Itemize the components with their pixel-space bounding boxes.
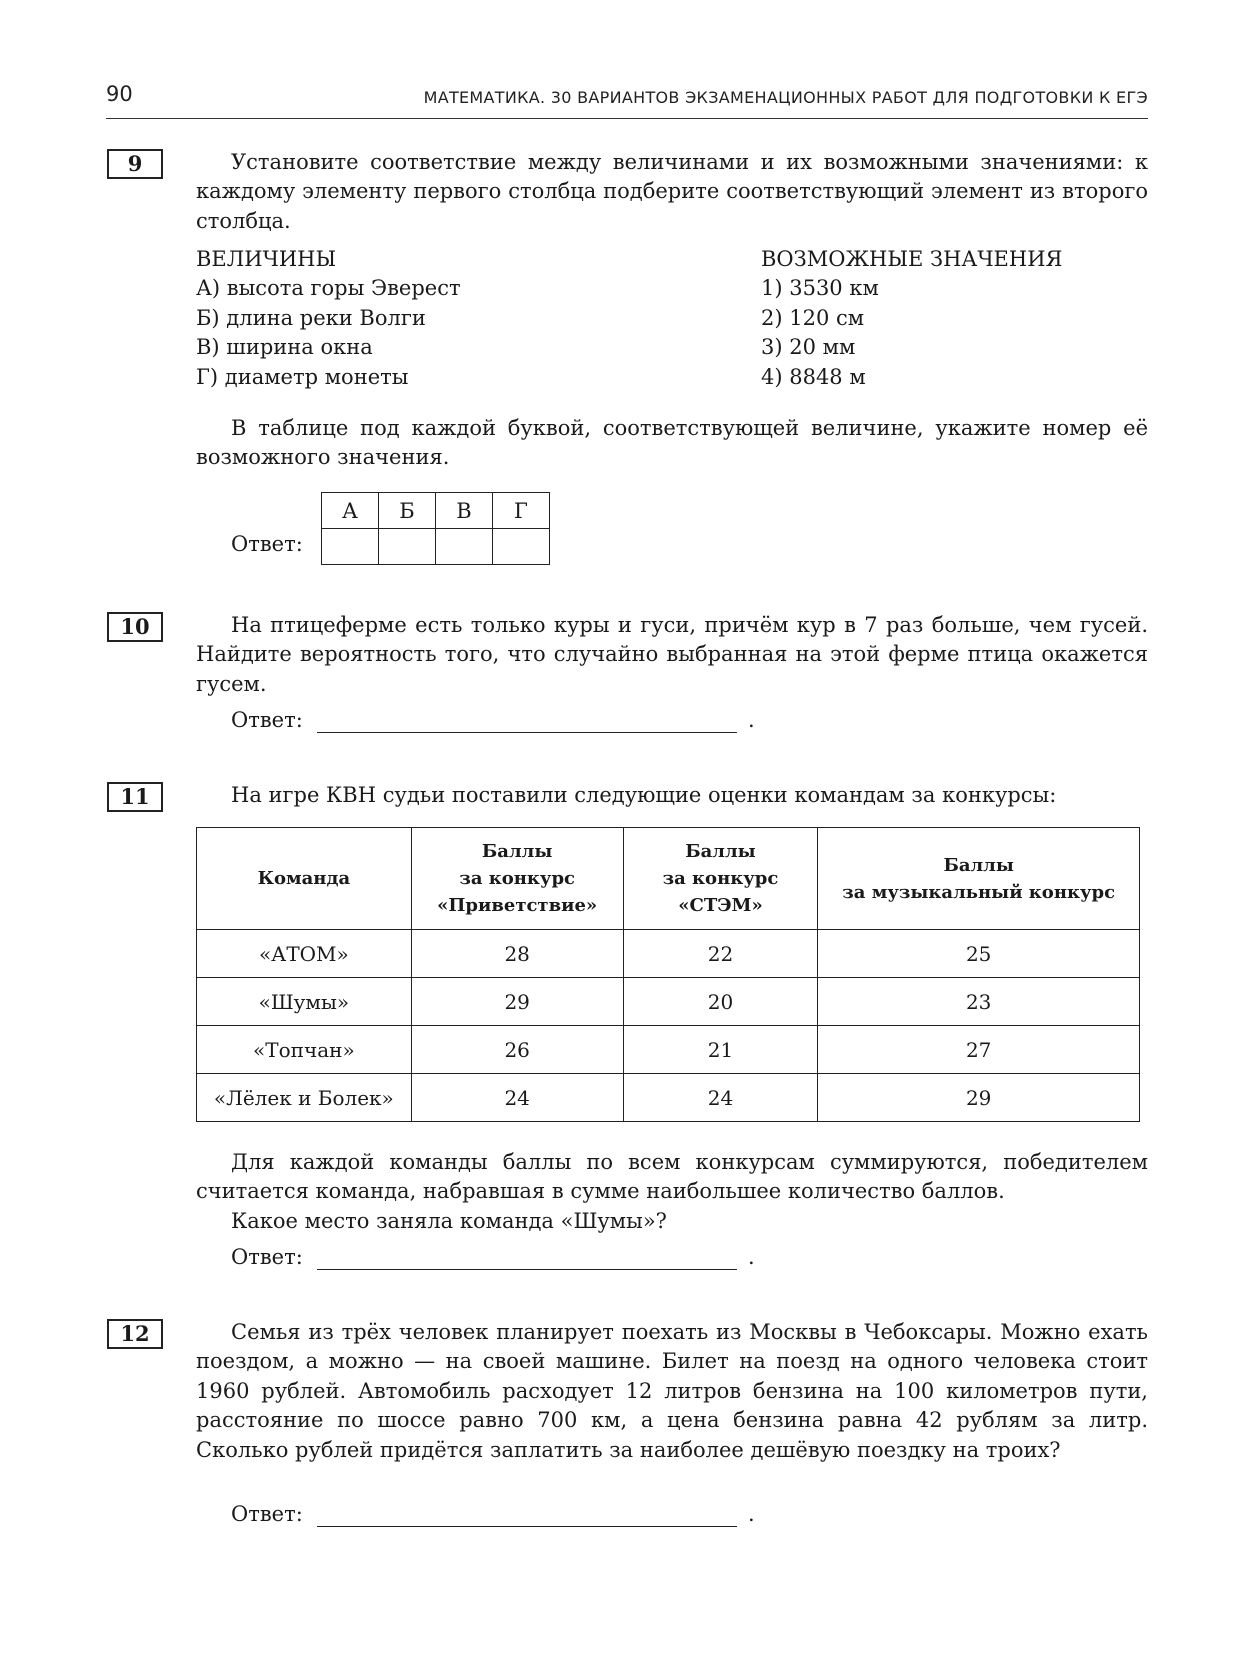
- score-cell: 26: [411, 1026, 623, 1074]
- answer-cell[interactable]: [322, 529, 379, 565]
- right-item: 4) 8848 м: [761, 364, 866, 389]
- score-cell: 22: [623, 930, 818, 978]
- answer-table-header: А: [322, 493, 379, 529]
- score-cell: 23: [818, 978, 1140, 1026]
- answer-label: Ответ:: [231, 1502, 303, 1526]
- answer-table-header: Б: [379, 493, 436, 529]
- task11-text: Для каждой команды баллы по всем конкурсам суммируются, победителем считается команда, набравшая в сумме наибольшее количество баллов.: [196, 1150, 1148, 1204]
- score-cell: 24: [623, 1074, 818, 1122]
- score-cell: 20: [623, 978, 818, 1026]
- task9-matching-columns: [196, 245, 1148, 395]
- score-cell: 25: [818, 930, 1140, 978]
- task9-instruction: В таблице под каждой буквой, соответствующей величине, укажите номер её возможного значения.: [196, 416, 1148, 470]
- table-row: [197, 930, 1140, 978]
- right-item: 1) 3530 км: [761, 276, 879, 301]
- task10-answer: [231, 708, 755, 732]
- table-header-row: [197, 828, 1140, 930]
- score-cell: 24: [411, 1074, 623, 1122]
- task11-question: Какое место заняла команда «Шумы»?: [231, 1208, 667, 1233]
- answer-dot: .: [748, 1245, 755, 1269]
- task-number-11: 11: [107, 782, 163, 812]
- task10-text: На птицеферме есть только куры и гуси, причём кур в 7 раз больше, чем гусей. Найдите вероятность того, что случайно выбранная на этой ферме птица окажется гусем.: [196, 613, 1148, 696]
- score-cell: 21: [623, 1026, 818, 1074]
- left-item: В) ширина окна: [196, 335, 373, 360]
- team-name: «Шумы»: [197, 978, 412, 1026]
- table-row: [197, 978, 1140, 1026]
- task12-text: Семья из трёх человек планирует поехать из Москвы в Чебоксары. Можно ехать поездом, а можно — на своей машине. Билет на поезд на одного человека стоит 1960 рублей. Автомобиль расходует 12 литров бензина на 100 километров пути, расстояние по шоссе равно 700 км, а цена бензина равна 42 рублям за литр. Сколько рублей придётся заплатить за наиболее дешёвую поездку на троих?: [196, 1320, 1148, 1462]
- team-name: «Топчан»: [197, 1026, 412, 1074]
- table-row: [197, 1026, 1140, 1074]
- table-row: [197, 1074, 1140, 1122]
- right-heading: ВОЗМОЖНЫЕ ЗНАЧЕНИЯ: [761, 247, 1063, 271]
- answer-cell[interactable]: [436, 529, 493, 565]
- task9-answer-table: [321, 492, 550, 565]
- task12-block: [196, 1318, 1148, 1465]
- left-heading: ВЕЛИЧИНЫ: [196, 247, 337, 271]
- answer-table-header: В: [436, 493, 493, 529]
- answer-dot: .: [748, 1502, 755, 1526]
- score-cell: 29: [411, 978, 623, 1026]
- answer-cell[interactable]: [379, 529, 436, 565]
- task11-intro-block: [196, 781, 1148, 810]
- task9-intro: Установите соответствие между величинами и их возможными значениями: к каждому элементу первого столбца подберите соответствующий элемент из второго столбца.: [196, 150, 1148, 233]
- score-cell: 27: [818, 1026, 1140, 1074]
- task11-intro: На игре КВН судьи поставили следующие оценки командам за конкурсы:: [231, 783, 1057, 807]
- task9-intro-block: [196, 148, 1148, 236]
- answer-blank[interactable]: [317, 1269, 737, 1270]
- right-item: 2) 120 см: [761, 305, 865, 330]
- answer-cell[interactable]: [493, 529, 550, 565]
- task11-text-block: [196, 1148, 1148, 1236]
- team-name: «Лёлек и Болек»: [197, 1074, 412, 1122]
- task9-answer-label-wrap: [231, 532, 303, 556]
- score-cell: 29: [818, 1074, 1140, 1122]
- answer-table-header: Г: [493, 493, 550, 529]
- task9-left-column: [196, 245, 461, 392]
- column-header: Баллы за конкурс «СТЭМ»: [623, 828, 818, 930]
- task-number-9: 9: [107, 149, 163, 179]
- left-item: Б) длина реки Волги: [196, 305, 426, 330]
- left-item: А) высота горы Эверест: [196, 276, 461, 301]
- task10-block: [196, 611, 1148, 699]
- right-item: 3) 20 мм: [761, 335, 856, 360]
- task-number-10: 10: [107, 612, 163, 642]
- running-title: МАТЕМАТИКА. 30 ВАРИАНТОВ ЭКЗАМЕНАЦИОННЫХ РАБОТ ДЛЯ ПОДГОТОВКИ К ЕГЭ: [423, 88, 1148, 107]
- task9-instruction-block: [196, 414, 1148, 473]
- task-number-12: 12: [107, 1319, 163, 1349]
- page-header: [106, 78, 1148, 119]
- answer-blank[interactable]: [317, 1526, 737, 1527]
- answer-label: Ответ:: [231, 708, 303, 732]
- answer-label: Ответ:: [231, 1245, 303, 1269]
- column-header: Команда: [197, 828, 412, 930]
- task9-right-column: [761, 245, 1062, 392]
- answer-label: Ответ:: [231, 532, 303, 556]
- score-cell: 28: [411, 930, 623, 978]
- kvn-scores-table: [196, 827, 1140, 1122]
- column-header: Баллы за конкурс «Приветствие»: [411, 828, 623, 930]
- task12-answer: [231, 1502, 755, 1526]
- answer-dot: .: [748, 708, 755, 732]
- task11-answer: [231, 1245, 755, 1269]
- team-name: «АТОМ»: [197, 930, 412, 978]
- page-number: 90: [106, 82, 133, 106]
- column-header: Баллы за музыкальный конкурс: [818, 828, 1140, 930]
- left-item: Г) диаметр монеты: [196, 364, 409, 389]
- answer-blank[interactable]: [317, 732, 737, 733]
